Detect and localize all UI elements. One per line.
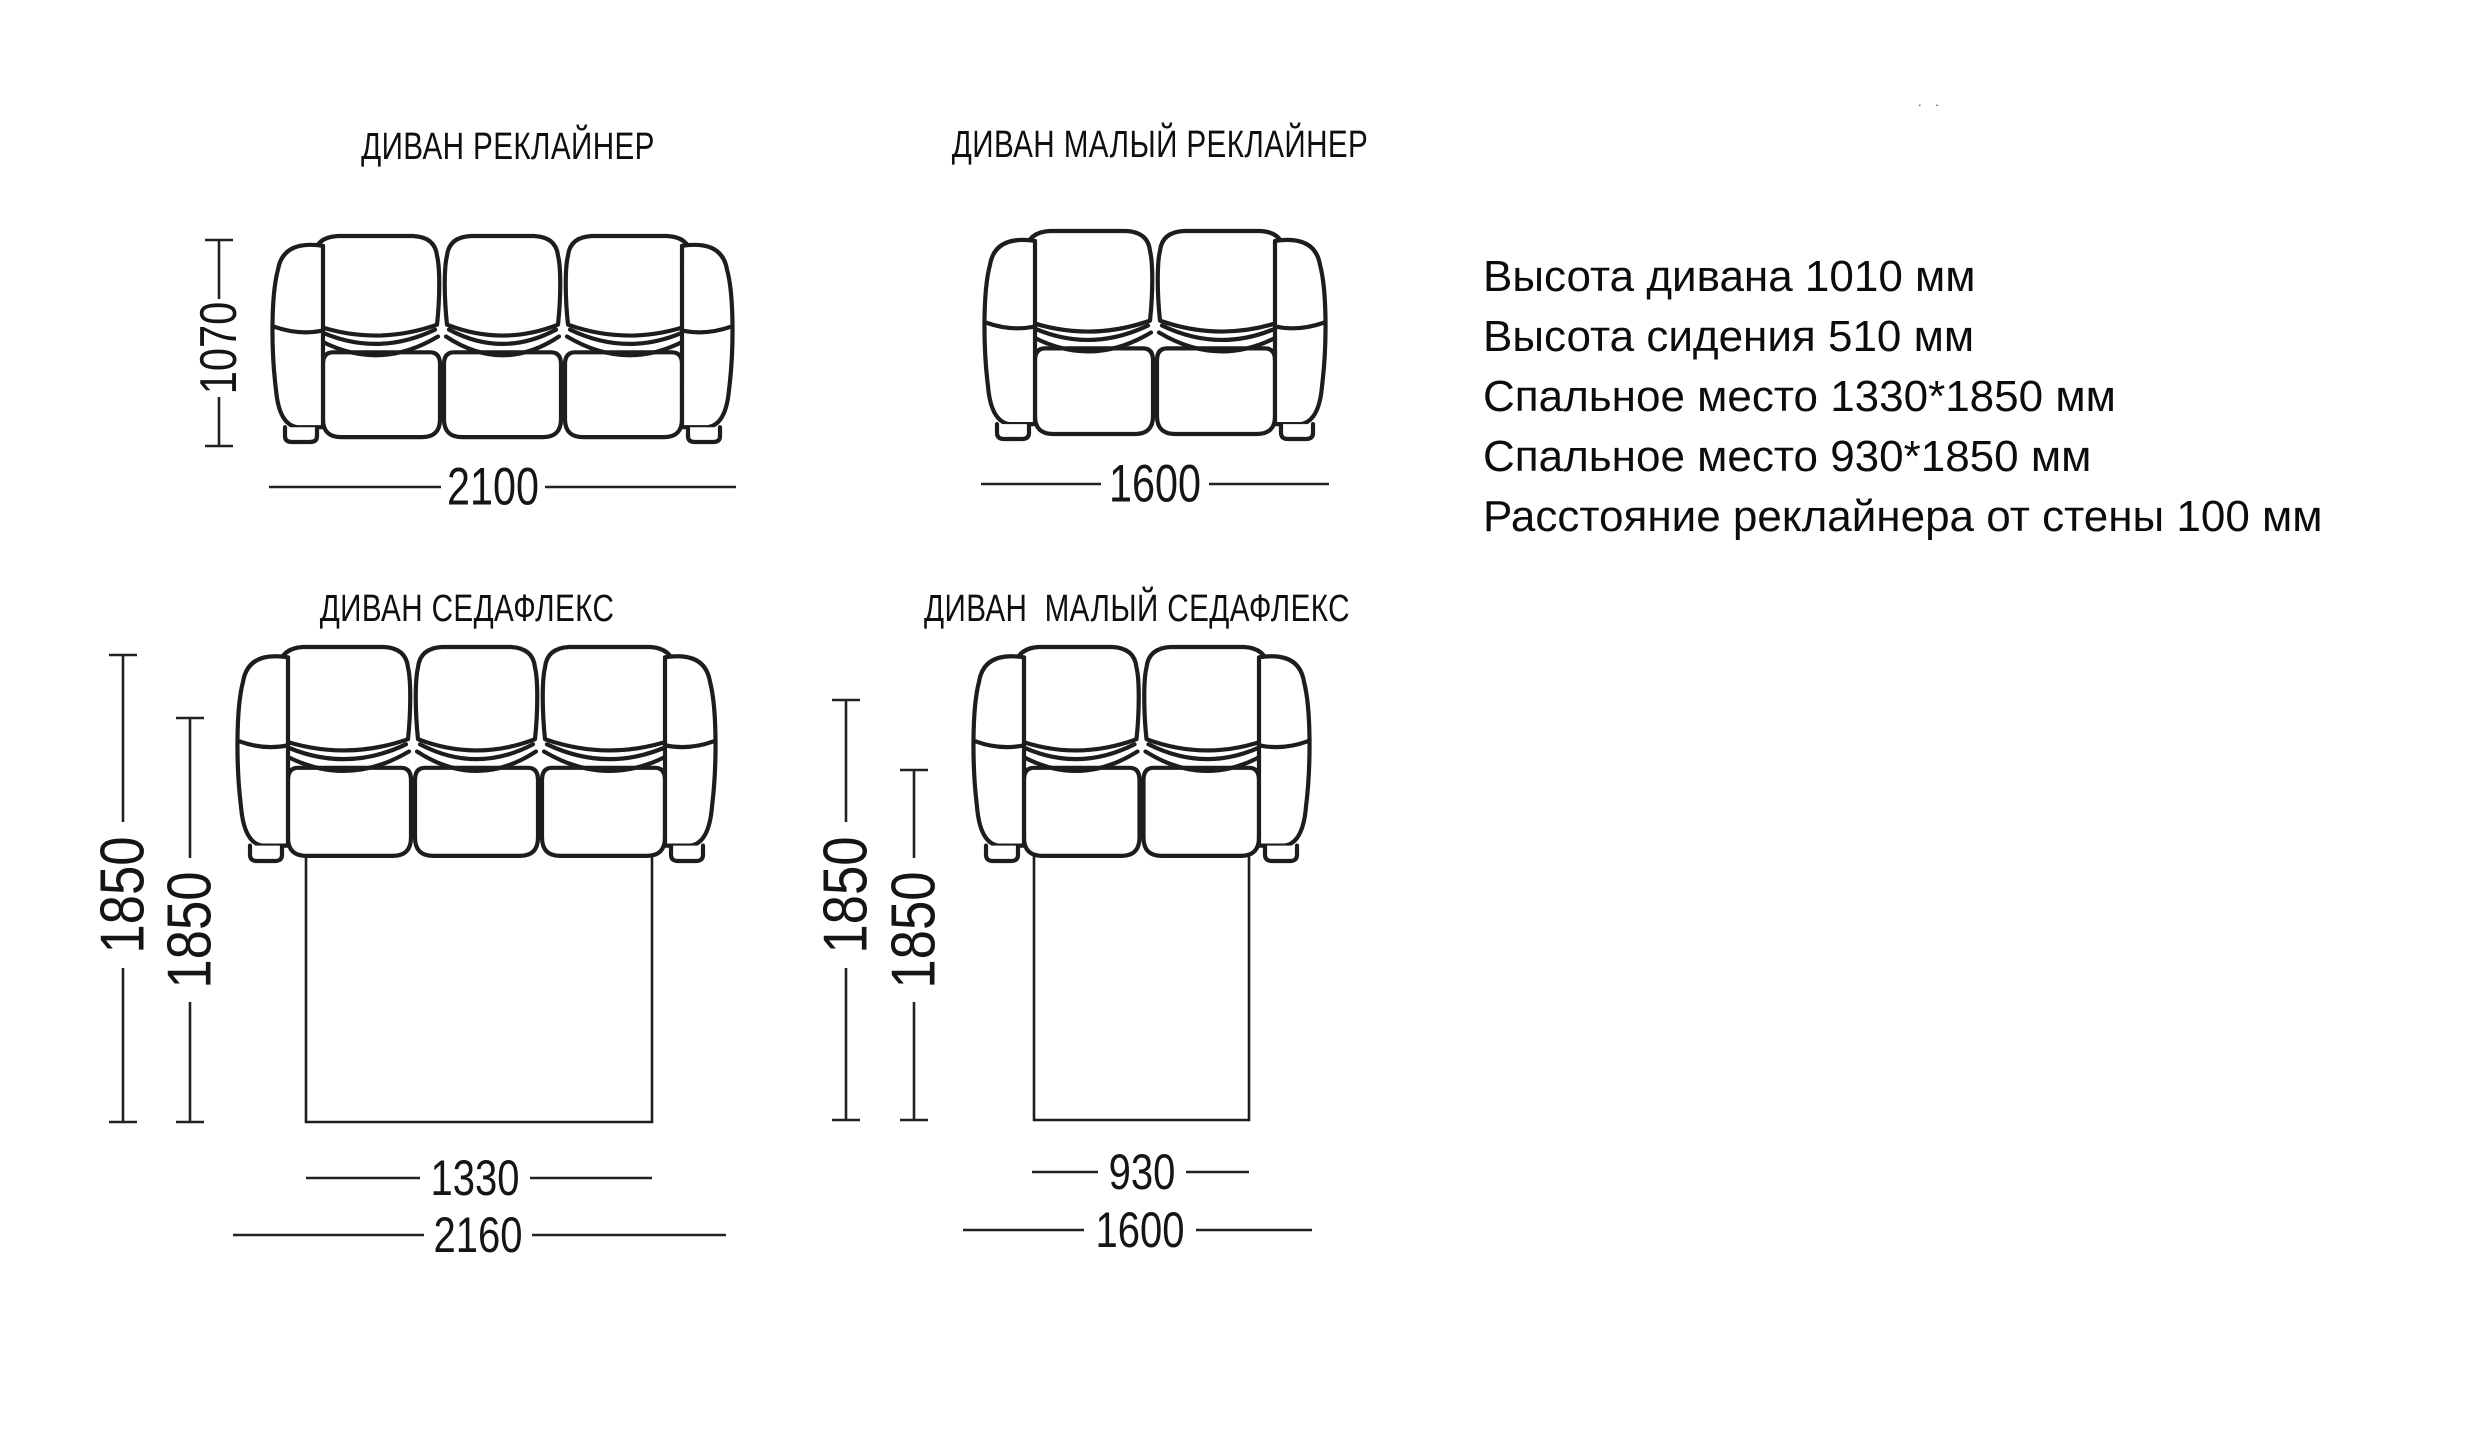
dim-label-sedaflex-small-width: 1600 <box>1095 1202 1185 1258</box>
seat-front <box>1024 768 1140 856</box>
seat-front <box>323 352 440 437</box>
armrest <box>984 240 1035 424</box>
back-cushion <box>1013 647 1139 750</box>
dim-label-sedaflex-bed-width: 1330 <box>430 1150 520 1206</box>
armrest-foot <box>1281 424 1313 439</box>
sofa-drawing-recliner <box>272 236 732 442</box>
back-cushion <box>1158 231 1287 332</box>
seat-front <box>415 768 538 856</box>
dim-label-recliner-height: 1070 <box>190 301 248 395</box>
seat-front <box>1035 348 1153 434</box>
bed-rectangle <box>306 830 652 1122</box>
armrest <box>272 245 323 427</box>
back-cushion <box>543 647 677 750</box>
dim-label-sedaflex-depth-inner: 1850 <box>155 871 225 989</box>
seat-front <box>444 352 561 437</box>
armrest-foot <box>671 846 703 861</box>
back-cushion <box>277 647 411 750</box>
seat-front <box>542 768 665 856</box>
dim-label-sedaflex-small-depth-inner: 1850 <box>879 871 949 989</box>
spec-panel <box>1483 247 2323 547</box>
armrest-foot <box>1265 846 1297 861</box>
sofa-drawing-sedaflex-small <box>973 647 1309 861</box>
armrest-foot <box>285 427 317 442</box>
back-cushion <box>312 236 440 336</box>
back-cushion <box>1024 231 1153 332</box>
spec-line-seat-height: Высота сидения 510 мм <box>1483 312 1975 361</box>
armrest <box>665 656 716 845</box>
bed-outline-sedaflex-small <box>1034 830 1249 1120</box>
sofa-drawing-recliner-small <box>984 231 1325 439</box>
seat-front <box>565 352 682 437</box>
dim-label-sedaflex-width: 2160 <box>433 1207 523 1263</box>
seat-front <box>1144 768 1260 856</box>
armrest <box>682 245 733 427</box>
dim-label-recliner-width: 2100 <box>447 457 539 517</box>
armrest <box>1259 656 1310 845</box>
armrest <box>1275 240 1326 424</box>
armrest-foot <box>688 427 720 442</box>
bed-outline-sedaflex <box>306 830 652 1122</box>
dim-label-sedaflex-depth-outer: 1850 <box>88 836 158 954</box>
back-cushion <box>1144 647 1270 750</box>
spec-line-sleeping-area-large: Спальное место 1330*1850 мм <box>1483 372 2116 421</box>
dim-label-sedaflex-small-bed-width: 930 <box>1108 1144 1176 1200</box>
spec-line-sofa-height: Высота дивана 1010 мм <box>1483 252 1976 301</box>
back-cushion <box>445 236 561 336</box>
dim-label-sedaflex-small-depth-outer: 1850 <box>811 836 881 954</box>
back-cushion <box>416 647 538 750</box>
spec-line-wall-distance: Расстояние реклайнера от стены 100 мм <box>1483 492 2323 541</box>
armrest-foot <box>997 424 1029 439</box>
spec-line-sleeping-area-small: Спальное место 930*1850 мм <box>1483 432 2092 481</box>
back-cushion <box>566 236 694 336</box>
bed-rectangle <box>1034 830 1249 1120</box>
diagram-title-recliner-small: ДИВАН МАЛЫЙ РЕКЛАЙНЕР <box>951 124 1369 166</box>
diagram-title-sedaflex: ДИВАН СЕДАФЛЕКС <box>319 588 615 630</box>
armrest-foot <box>250 846 282 861</box>
armrest <box>973 656 1024 845</box>
sofa-drawing-sedaflex <box>237 647 715 861</box>
dim-label-recliner-small-width: 1600 <box>1109 454 1201 514</box>
artifact-dots: . . <box>1918 94 1944 109</box>
seat-front <box>288 768 411 856</box>
armrest <box>237 656 288 845</box>
diagram-title-sedaflex-small: ДИВАН МАЛЫЙ СЕДАФЛЕКС <box>924 588 1350 630</box>
seat-front <box>1157 348 1275 434</box>
diagram-title-recliner: ДИВАН РЕКЛАЙНЕР <box>361 126 655 168</box>
armrest-foot <box>986 846 1018 861</box>
